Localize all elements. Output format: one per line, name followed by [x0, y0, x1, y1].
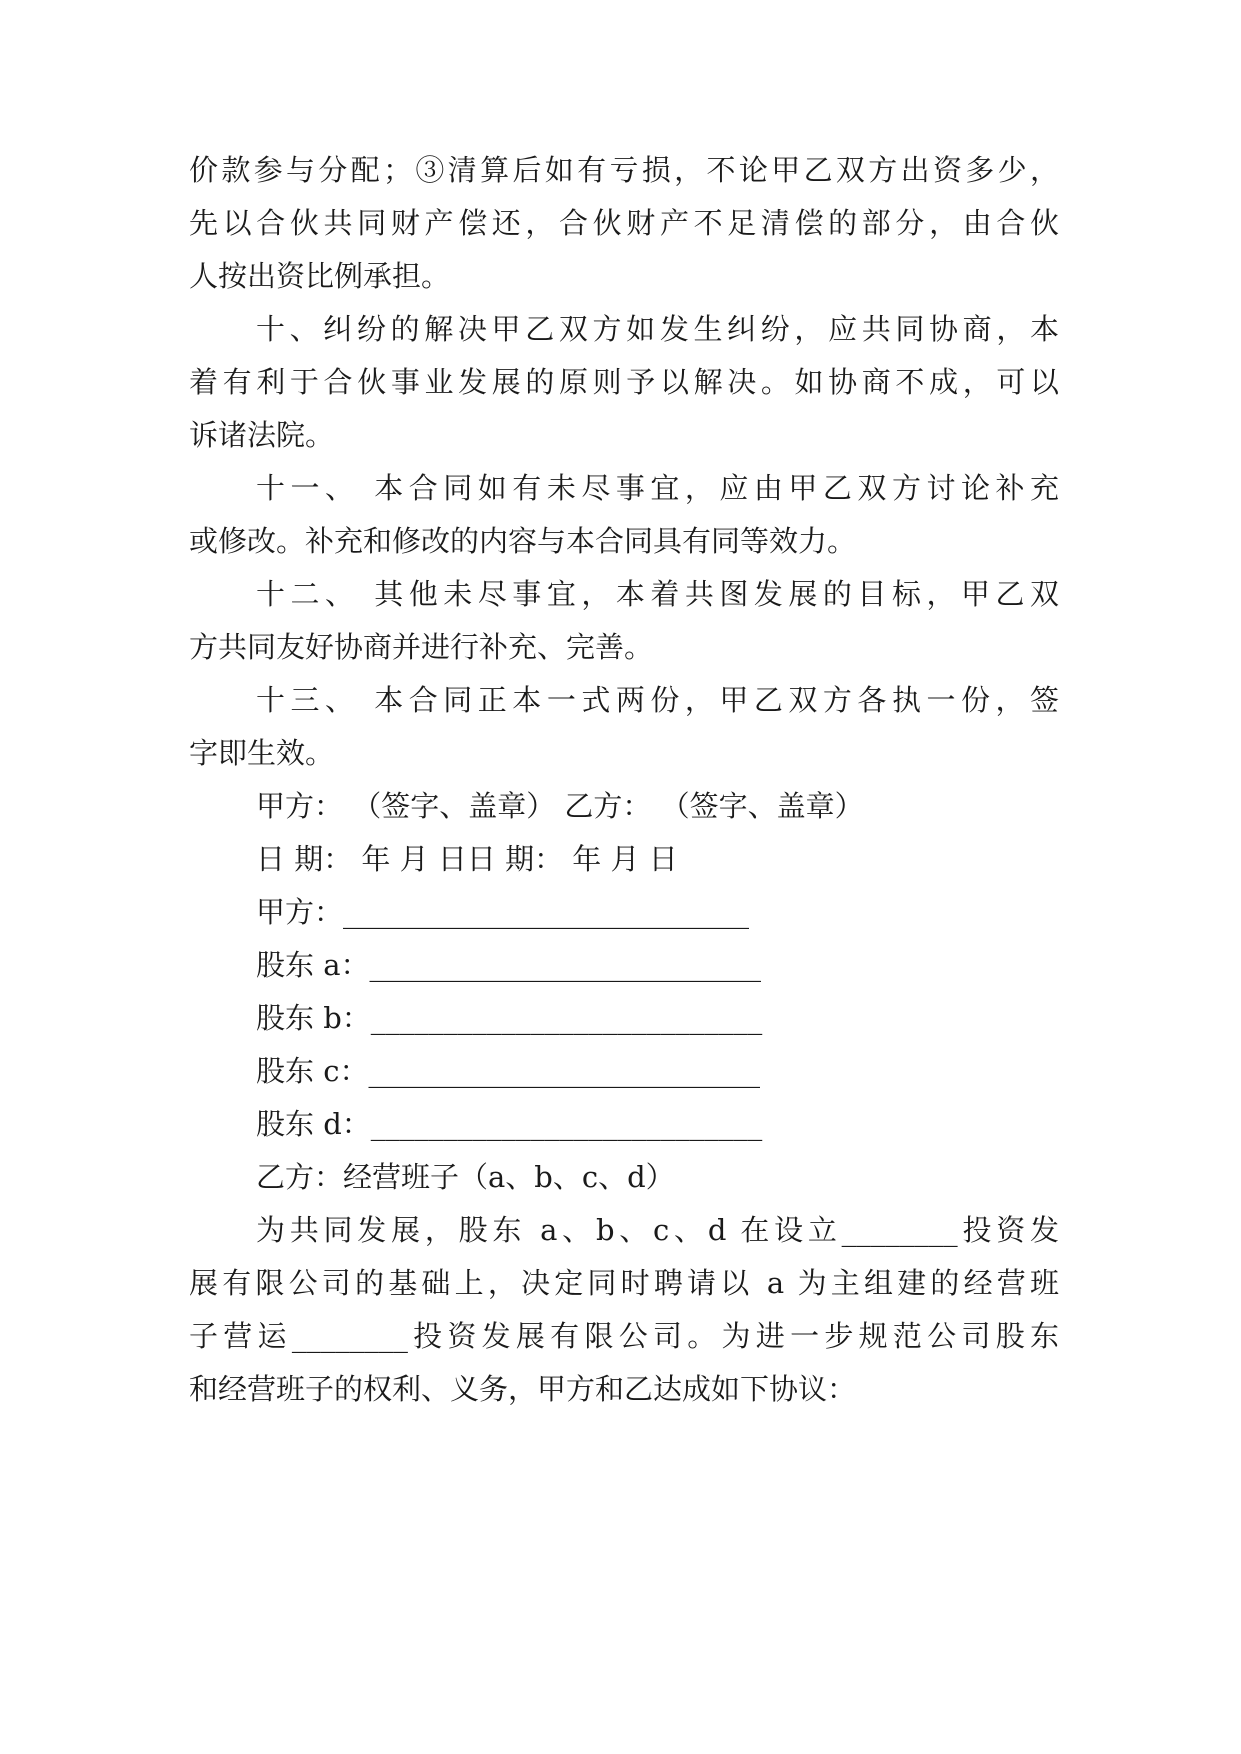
text-line: 方共同友好协商并进行补充、完善。 [189, 630, 654, 664]
text-line: 着有利于合伙事业发展的原则予以解决。如协商不成，可以 [189, 365, 1059, 399]
text-line: 人按出资比例承担。 [189, 259, 451, 293]
text-line: 价款参与分配；③清算后如有亏损，不论甲乙双方出资多少， [189, 153, 1059, 187]
section-13-line: 十三、 本合同正本一式两份，甲乙双方各执一份，签 [256, 683, 1059, 717]
text-line: 和经营班子的权利、义务，甲方和乙达成如下协议： [189, 1372, 857, 1406]
text-line: 字即生效。 [189, 736, 335, 770]
shareholder-a-blank: 股东 a：___________________________ [256, 948, 762, 982]
text-line: 或修改。补充和修改的内容与本合同具有同等效力。 [189, 524, 857, 558]
text-line: 展有限公司的基础上，决定同时聘请以 a 为主组建的经营班 [189, 1266, 1059, 1300]
section-10-heading-line: 十、纠纷的解决甲乙双方如发生纠纷，应共同协商，本 [256, 312, 1059, 346]
signature-date-line: 日 期： 年 月 日日 期： 年 月 日 [256, 842, 678, 876]
signature-parties-line: 甲方： （签字、盖章） 乙方： （签字、盖章） [256, 789, 864, 823]
text-line: 子营运________投资发展有限公司。为进一步规范公司股东 [189, 1319, 1059, 1353]
section-11-line: 十一、 本合同如有未尽事宜，应由甲乙双方讨论补充 [256, 471, 1059, 505]
section-12-line: 十二、 其他未尽事宜，本着共图发展的目标，甲乙双 [256, 577, 1059, 611]
shareholder-b-blank: 股东 b：___________________________ [256, 1001, 763, 1035]
shareholder-c-blank: 股东 c：___________________________ [256, 1054, 760, 1088]
party-b-line: 乙方：经营班子（a、b、c、d） [256, 1160, 675, 1194]
text-line: 诉诸法院。 [189, 418, 335, 452]
preamble-line: 为共同发展，股东 a、b、c、d 在设立________投资发 [256, 1213, 1059, 1247]
text-line: 先以合伙共同财产偿还，合伙财产不足清偿的部分，由合伙 [189, 206, 1059, 240]
shareholder-d-blank: 股东 d：___________________________ [256, 1107, 763, 1141]
party-a-blank: 甲方：____________________________ [256, 895, 750, 929]
